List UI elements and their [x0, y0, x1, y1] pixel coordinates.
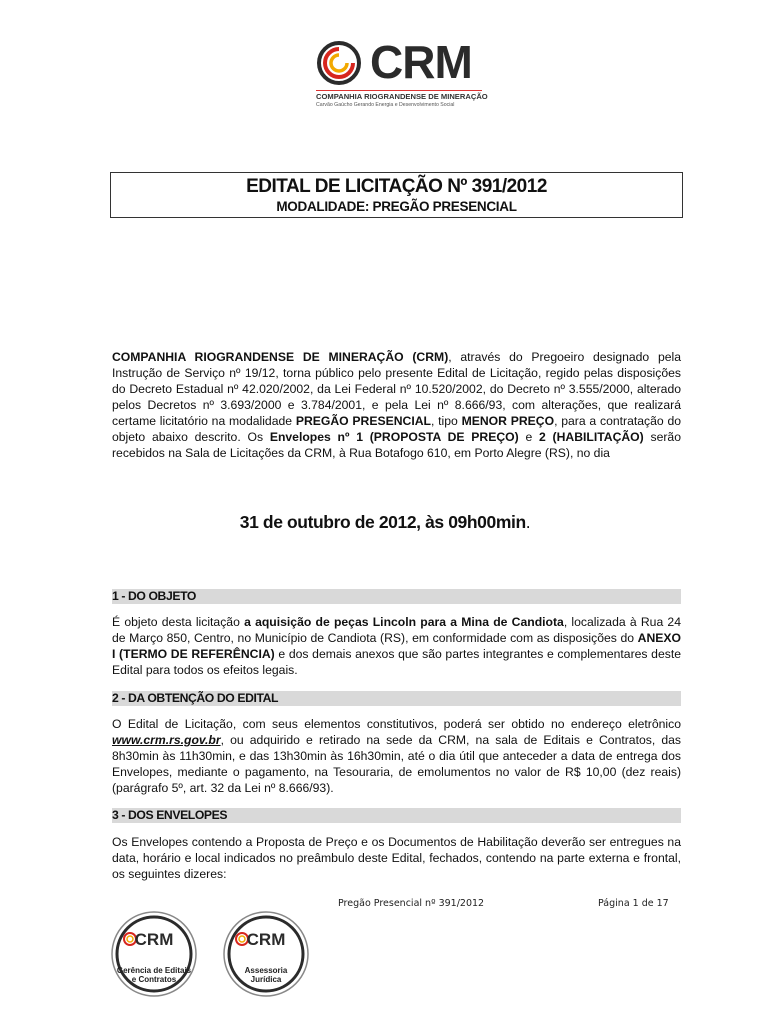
crm-logo-icon	[316, 40, 362, 86]
section-2-text-1: O Edital de Licitação, com seus elementos constitutivos, poderá ser obtido no endereço eletrônico	[112, 717, 681, 731]
logo-tagline: Carvão Gaúcho Gerando Energia e Desenvolvimento Social	[316, 102, 455, 108]
stamp-label-line-1: Assessoria	[244, 966, 288, 975]
intro-envelope-2: 2 (HABILITAÇÃO)	[539, 430, 644, 444]
stamp-label	[110, 966, 198, 984]
stamp-brand: CRM	[134, 930, 174, 949]
stamp-circle-icon	[110, 910, 198, 998]
section-1-heading: 1 - DO OBJETO	[112, 589, 681, 604]
opening-date-text: 31 de outubro de 2012, às 09h00min	[239, 512, 526, 532]
stamp-label	[222, 966, 310, 984]
section-3-heading: 3 - DOS ENVELOPES	[112, 808, 681, 823]
footer-document-ref: Pregão Presencial nº 391/2012	[338, 898, 485, 909]
stamp-juridica	[222, 910, 310, 998]
stamp-label-line-2: Jurídica	[250, 975, 282, 984]
section-1-annex: ANEXO I (TERMO DE REFERÊNCIA)	[112, 631, 681, 661]
document-title: EDITAL DE LICITAÇÃO Nº 391/2012	[246, 176, 547, 197]
stamp-brand: CRM	[246, 930, 286, 949]
intro-text-3: , para a contratação do objeto abaixo descrito. Os	[112, 414, 682, 444]
intro-tipo: MENOR PREÇO	[461, 414, 555, 428]
intro-text-1: , através do Pregoeiro designado pela Instrução de Serviço nº 19/12, torna público pelo presente Edital de Licitação, regido pelas disposições do Decreto Estadual nº 42.020/2002, da Lei Federal nº 10.520/2002, do Decreto nº 3.555/2000, alterado pelos Decretos nº 3.693/2000 e 3.784/2001, e pela Lei nº 8.666/93, com alterações, que realizará certame licitatório na modalidade	[112, 350, 681, 428]
section-1-paragraph	[112, 614, 681, 678]
title-box	[110, 172, 683, 218]
section-3-paragraph: Os Envelopes contendo a Proposta de Preço e os Documentos de Habilitação deverão ser entregues na data, horário e local indicados no preâmbulo deste Edital, fechados, contendo na parte externa e frontal, os seguintes dizeres:	[112, 835, 681, 881]
section-2-text-2: , ou adquirido e retirado na sede da CRM, na sala de Editais e Contratos, das 8h30min às 11h30min, e das 13h30min às 16h30min, até o dia útil que anteceder a data de entrega dos Envelopes, mediante o pagamento, na Tesouraria, de emolumentos no valor de R$ 10,00 (dez reais) (parágrafo 5º, art. 32 da Lei nº 8.666/93).	[112, 733, 681, 795]
intro-text-4: e	[518, 430, 540, 444]
section-1-text-3: e dos demais anexos que são partes integrantes e complementares deste Edital para todos os efeitos legais.	[112, 647, 681, 677]
stamp-editais	[110, 910, 198, 998]
stamp-circle-icon	[222, 910, 310, 998]
logo-brand-text: CRM	[370, 36, 472, 88]
opening-date-dot: .	[525, 512, 531, 532]
intro-text-2: , tipo	[430, 414, 462, 428]
company-name: COMPANHIA RIOGRANDENSE DE MINERAÇÃO (CRM)	[112, 350, 449, 364]
website-link[interactable]: www.crm.rs.gov.br	[112, 733, 221, 747]
section-2-heading: 2 - DA OBTENÇÃO DO EDITAL	[112, 691, 681, 706]
intro-paragraph	[112, 349, 681, 461]
document-subtitle: MODALIDADE: PREGÃO PRESENCIAL	[276, 199, 517, 214]
crm-logo	[316, 36, 486, 116]
logo-company-name: COMPANHIA RIOGRANDENSE DE MINERAÇÃO	[316, 92, 488, 101]
section-2-paragraph	[112, 716, 681, 796]
section-1-object: a aquisição de peças Lincoln para a Mina de Candiota	[244, 615, 564, 629]
footer-page-number: Página 1 de 17	[598, 898, 669, 909]
opening-date	[0, 512, 770, 533]
intro-text-5: serão recebidos na Sala de Licitações da CRM, à Rua Botafogo 610, em Porto Alegre (RS), no dia	[112, 430, 681, 460]
section-1-text-1: É objeto desta licitação	[112, 615, 245, 629]
intro-modalidade: PREGÃO PRESENCIAL	[295, 414, 431, 428]
section-1-text-2: , localizada à Rua 24 de Março 850, Centro, no Município de Candiota (RS), em conformidade com as disposições do	[112, 615, 681, 645]
intro-envelope-1: Envelopes nº 1 (PROPOSTA DE PREÇO)	[269, 430, 519, 444]
stamp-label-line-1: Gerência de Editais	[116, 966, 192, 975]
stamp-label-line-2: e Contratos	[131, 975, 177, 984]
